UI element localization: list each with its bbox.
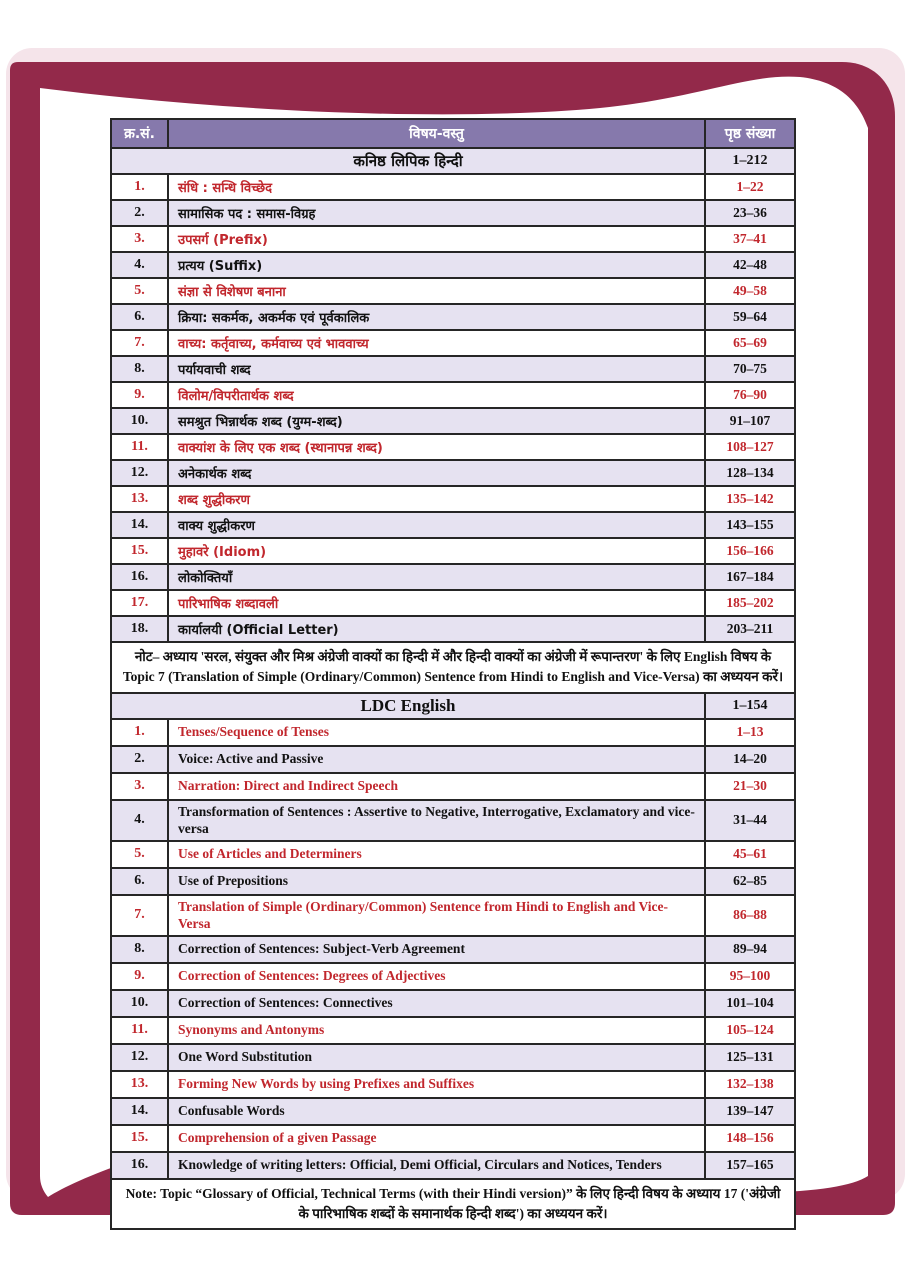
toc-row — [111, 356, 795, 382]
row-pages: 62–85 — [705, 868, 795, 895]
section-header-row-1 — [111, 148, 795, 174]
row-number: 12. — [111, 460, 168, 486]
row-topic: मुहावरे (Idiom) — [168, 538, 705, 564]
contents-table — [110, 118, 796, 1230]
row-number: 16. — [111, 1152, 168, 1179]
toc-row — [111, 330, 795, 356]
toc-row — [111, 746, 795, 773]
row-topic: विलोम/विपरीतार्थक शब्द — [168, 382, 705, 408]
toc-row — [111, 200, 795, 226]
toc-row — [111, 841, 795, 868]
row-topic: Forming New Words by using Prefixes and Suffixes — [168, 1071, 705, 1098]
row-pages: 105–124 — [705, 1017, 795, 1044]
toc-row — [111, 936, 795, 963]
row-pages: 42–48 — [705, 252, 795, 278]
row-number: 16. — [111, 564, 168, 590]
row-number: 11. — [111, 1017, 168, 1044]
serial-column-header: क्र.सं. — [111, 119, 168, 148]
row-topic: Transformation of Sentences : Assertive to Negative, Interrogative, Exclamatory and vice-versa — [168, 800, 705, 841]
row-topic: वाक्यांश के लिए एक शब्द (स्थानापन्न शब्द) — [168, 434, 705, 460]
row-topic: लोकोक्तियाँ — [168, 564, 705, 590]
row-number: 5. — [111, 841, 168, 868]
row-topic: Correction of Sentences: Subject-Verb Agreement — [168, 936, 705, 963]
toc-row — [111, 512, 795, 538]
section-note: Note: Topic “Glossary of Official, Technical Terms (with their Hindi version)” के लिए हिन्दी विषय के अध्याय 17 ('अंग्रेजी के पारिभाषिक शब्दों के समानार्थक हिन्दी शब्द') का अध्ययन करें। — [111, 1179, 795, 1230]
toc-row — [111, 1044, 795, 1071]
row-number: 1. — [111, 719, 168, 746]
toc-row — [111, 564, 795, 590]
toc-row — [111, 590, 795, 616]
row-pages: 203–211 — [705, 616, 795, 642]
row-number: 13. — [111, 486, 168, 512]
toc-row — [111, 719, 795, 746]
row-number: 2. — [111, 746, 168, 773]
row-pages: 86–88 — [705, 895, 795, 936]
row-topic: वाच्य: कर्तृवाच्य, कर्मवाच्य एवं भाववाच्य — [168, 330, 705, 356]
row-number: 13. — [111, 1071, 168, 1098]
row-pages: 139–147 — [705, 1098, 795, 1125]
row-pages: 23–36 — [705, 200, 795, 226]
row-number: 15. — [111, 538, 168, 564]
section-note-row-2 — [111, 1179, 795, 1230]
row-number: 3. — [111, 226, 168, 252]
row-topic: Narration: Direct and Indirect Speech — [168, 773, 705, 800]
section-header-row-2 — [111, 693, 795, 719]
row-topic: कार्यालयी (Official Letter) — [168, 616, 705, 642]
row-topic: संज्ञा से विशेषण बनाना — [168, 278, 705, 304]
row-number: 6. — [111, 868, 168, 895]
row-topic: Confusable Words — [168, 1098, 705, 1125]
row-pages: 101–104 — [705, 990, 795, 1017]
row-number: 18. — [111, 616, 168, 642]
row-topic: Correction of Sentences: Connectives — [168, 990, 705, 1017]
row-pages: 95–100 — [705, 963, 795, 990]
row-pages: 76–90 — [705, 382, 795, 408]
toc-row — [111, 226, 795, 252]
row-pages: 1–22 — [705, 174, 795, 200]
row-topic: संधि : सन्धि विच्छेद — [168, 174, 705, 200]
toc-row — [111, 408, 795, 434]
row-topic: Correction of Sentences: Degrees of Adjectives — [168, 963, 705, 990]
row-pages: 156–166 — [705, 538, 795, 564]
toc-row — [111, 1098, 795, 1125]
row-pages: 45–61 — [705, 841, 795, 868]
row-pages: 148–156 — [705, 1125, 795, 1152]
row-pages: 1–13 — [705, 719, 795, 746]
row-topic: पारिभाषिक शब्दावली — [168, 590, 705, 616]
toc-row — [111, 990, 795, 1017]
contents-table-body — [111, 148, 795, 1229]
toc-row — [111, 538, 795, 564]
toc-row — [111, 460, 795, 486]
row-pages: 65–69 — [705, 330, 795, 356]
row-pages: 157–165 — [705, 1152, 795, 1179]
row-topic: Synonyms and Antonyms — [168, 1017, 705, 1044]
section-title: LDC English — [111, 693, 705, 719]
row-number: 12. — [111, 1044, 168, 1071]
row-pages: 91–107 — [705, 408, 795, 434]
toc-row — [111, 304, 795, 330]
row-number: 4. — [111, 252, 168, 278]
row-pages: 89–94 — [705, 936, 795, 963]
row-topic: Use of Prepositions — [168, 868, 705, 895]
toc-row — [111, 486, 795, 512]
row-number: 15. — [111, 1125, 168, 1152]
row-pages: 185–202 — [705, 590, 795, 616]
row-pages: 132–138 — [705, 1071, 795, 1098]
row-topic: Use of Articles and Determiners — [168, 841, 705, 868]
row-topic: प्रत्यय (Suffix) — [168, 252, 705, 278]
row-topic: Translation of Simple (Ordinary/Common) Sentence from Hindi to English and Vice-Versa — [168, 895, 705, 936]
toc-row — [111, 868, 795, 895]
toc-row — [111, 773, 795, 800]
toc-row — [111, 616, 795, 642]
toc-row — [111, 434, 795, 460]
row-number: 6. — [111, 304, 168, 330]
row-pages: 108–127 — [705, 434, 795, 460]
row-number: 5. — [111, 278, 168, 304]
row-pages: 143–155 — [705, 512, 795, 538]
row-number: 4. — [111, 800, 168, 841]
row-number: 8. — [111, 936, 168, 963]
toc-row — [111, 895, 795, 936]
row-number: 7. — [111, 330, 168, 356]
row-topic: सामासिक पद : समास-विग्रह — [168, 200, 705, 226]
row-topic: अनेकार्थक शब्द — [168, 460, 705, 486]
toc-row — [111, 382, 795, 408]
row-pages: 37–41 — [705, 226, 795, 252]
row-pages: 70–75 — [705, 356, 795, 382]
row-topic: One Word Substitution — [168, 1044, 705, 1071]
row-number: 17. — [111, 590, 168, 616]
row-number: 2. — [111, 200, 168, 226]
row-pages: 59–64 — [705, 304, 795, 330]
section-note: नोट– अध्याय 'सरल, संयुक्त और मिश्र अंग्रेजी वाक्यों का हिन्दी में और हिन्दी वाक्यों का अंग्रेजी में रूपान्तरण' के लिए English विषय के Topic 7 (Translation of Simple (Ordinary/Common) Sentence from Hindi to English and Vice-Versa) का अध्ययन करें। — [111, 642, 795, 693]
row-topic: Knowledge of writing letters: Official, Demi Official, Circulars and Notices, Tenders — [168, 1152, 705, 1179]
row-pages: 21–30 — [705, 773, 795, 800]
row-number: 3. — [111, 773, 168, 800]
toc-row — [111, 1071, 795, 1098]
row-topic: क्रिया: सकर्मक, अकर्मक एवं पूर्वकालिक — [168, 304, 705, 330]
toc-row — [111, 1125, 795, 1152]
row-pages: 135–142 — [705, 486, 795, 512]
subject-column-header: विषय-वस्तु — [168, 119, 705, 148]
toc-row — [111, 278, 795, 304]
row-number: 11. — [111, 434, 168, 460]
section-pages: 1–154 — [705, 693, 795, 719]
row-pages: 31–44 — [705, 800, 795, 841]
row-pages: 49–58 — [705, 278, 795, 304]
row-number: 10. — [111, 990, 168, 1017]
row-number: 9. — [111, 382, 168, 408]
row-number: 10. — [111, 408, 168, 434]
toc-row — [111, 963, 795, 990]
section-title: कनिष्ठ लिपिक हिन्दी — [111, 148, 705, 174]
row-number: 7. — [111, 895, 168, 936]
row-topic: शब्द शुद्धीकरण — [168, 486, 705, 512]
row-topic: Comprehension of a given Passage — [168, 1125, 705, 1152]
row-topic: पर्यायवाची शब्द — [168, 356, 705, 382]
row-topic: Tenses/Sequence of Tenses — [168, 719, 705, 746]
section-pages: 1–212 — [705, 148, 795, 174]
toc-row — [111, 1152, 795, 1179]
row-pages: 128–134 — [705, 460, 795, 486]
pages-column-header: पृष्ठ संख्या — [705, 119, 795, 148]
row-number: 1. — [111, 174, 168, 200]
toc-row — [111, 800, 795, 841]
row-number: 14. — [111, 1098, 168, 1125]
toc-row — [111, 174, 795, 200]
row-topic: वाक्य शुद्धीकरण — [168, 512, 705, 538]
row-pages: 125–131 — [705, 1044, 795, 1071]
row-topic: समश्रुत भिन्नार्थक शब्द (युग्म-शब्द) — [168, 408, 705, 434]
row-number: 8. — [111, 356, 168, 382]
row-number: 9. — [111, 963, 168, 990]
toc-row — [111, 252, 795, 278]
row-pages: 167–184 — [705, 564, 795, 590]
contents-header-row — [111, 119, 795, 148]
row-topic: उपसर्ग (Prefix) — [168, 226, 705, 252]
row-pages: 14–20 — [705, 746, 795, 773]
row-topic: Voice: Active and Passive — [168, 746, 705, 773]
section-note-row-1 — [111, 642, 795, 693]
toc-row — [111, 1017, 795, 1044]
row-number: 14. — [111, 512, 168, 538]
